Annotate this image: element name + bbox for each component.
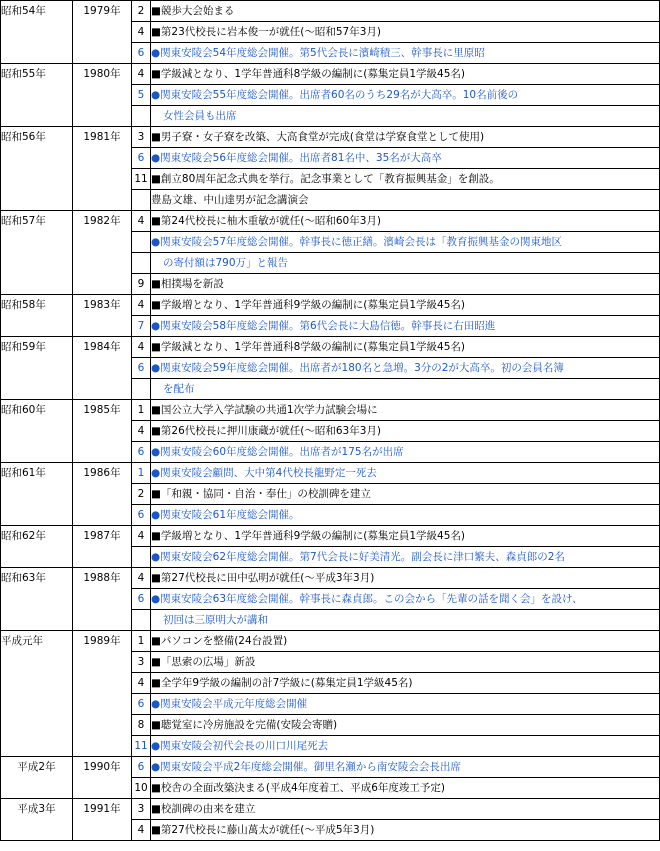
event-cell: ■「和親・協同・自治・奉仕」の校訓碑を建立 bbox=[151, 484, 660, 505]
year-cell bbox=[73, 232, 132, 253]
timeline-row bbox=[1, 337, 660, 358]
month-cell bbox=[132, 379, 151, 400]
era-cell bbox=[1, 673, 73, 694]
month-cell bbox=[132, 232, 151, 253]
year-cell bbox=[73, 694, 132, 715]
era-cell bbox=[1, 652, 73, 673]
event-cell: ●関東安陵会58年度総会開催。第6代会長に大島信徳。幹事長に右田昭進 bbox=[151, 316, 660, 337]
month-cell: 6 bbox=[132, 442, 151, 463]
era-cell bbox=[1, 85, 73, 106]
timeline-row bbox=[1, 1, 660, 22]
era-cell: 昭和63年 bbox=[1, 568, 73, 589]
year-cell: 1991年 bbox=[73, 799, 132, 820]
era-cell: 昭和62年 bbox=[1, 526, 73, 547]
year-cell: 1984年 bbox=[73, 337, 132, 358]
era-cell: 昭和55年 bbox=[1, 64, 73, 85]
timeline-row bbox=[1, 190, 660, 211]
month-cell: 9 bbox=[132, 274, 151, 295]
event-cell: ■相撲場を新設 bbox=[151, 274, 660, 295]
month-cell: 6 bbox=[132, 43, 151, 64]
year-cell bbox=[73, 778, 132, 799]
era-cell bbox=[1, 358, 73, 379]
timeline-body bbox=[1, 1, 660, 841]
timeline-row bbox=[1, 547, 660, 568]
era-cell: 平成2年 bbox=[1, 757, 73, 778]
month-cell bbox=[132, 253, 151, 274]
timeline-row bbox=[1, 127, 660, 148]
year-cell bbox=[73, 22, 132, 43]
year-cell: 1986年 bbox=[73, 463, 132, 484]
year-cell bbox=[73, 505, 132, 526]
year-cell: 1985年 bbox=[73, 400, 132, 421]
year-cell bbox=[73, 253, 132, 274]
timeline-row bbox=[1, 505, 660, 526]
era-cell: 昭和57年 bbox=[1, 211, 73, 232]
timeline-row bbox=[1, 64, 660, 85]
event-cell: ■パソコンを整備(24台設置) bbox=[151, 631, 660, 652]
year-cell: 1987年 bbox=[73, 526, 132, 547]
month-cell: 8 bbox=[132, 715, 151, 736]
year-cell bbox=[73, 148, 132, 169]
timeline-row bbox=[1, 421, 660, 442]
year-cell bbox=[73, 85, 132, 106]
timeline-row bbox=[1, 610, 660, 631]
event-cell: ■校舎の全面改築決まる(平成4年度着工、平成6年度竣工予定) bbox=[151, 778, 660, 799]
month-cell: 6 bbox=[132, 757, 151, 778]
event-cell: ●関東安陵会平成元年度総会開催 bbox=[151, 694, 660, 715]
event-cell: ■「思索の広場」新設 bbox=[151, 652, 660, 673]
year-cell bbox=[73, 547, 132, 568]
timeline-row bbox=[1, 169, 660, 190]
era-cell bbox=[1, 232, 73, 253]
year-cell: 1982年 bbox=[73, 211, 132, 232]
timeline-row bbox=[1, 274, 660, 295]
era-cell: 昭和56年 bbox=[1, 127, 73, 148]
month-cell: 4 bbox=[132, 64, 151, 85]
event-cell: ●関東安陵会55年度総会開催。出席者60名のうち29名が大高卒。10名前後の bbox=[151, 85, 660, 106]
timeline-row bbox=[1, 85, 660, 106]
event-cell: ●関東安陵会59年度総会開催。出席者が180名と急増。3分の2が大高卒。初の会員名簿 bbox=[151, 358, 660, 379]
month-cell: 4 bbox=[132, 337, 151, 358]
era-cell bbox=[1, 820, 73, 841]
event-cell: ■第24代校長に柚木重敏が就任(～昭和60年3月) bbox=[151, 211, 660, 232]
month-cell: 6 bbox=[132, 589, 151, 610]
year-cell bbox=[73, 820, 132, 841]
year-cell bbox=[73, 652, 132, 673]
era-cell bbox=[1, 421, 73, 442]
era-cell bbox=[1, 43, 73, 64]
year-cell bbox=[73, 610, 132, 631]
era-cell bbox=[1, 610, 73, 631]
era-cell bbox=[1, 316, 73, 337]
year-cell: 1988年 bbox=[73, 568, 132, 589]
year-cell bbox=[73, 673, 132, 694]
month-cell: 4 bbox=[132, 22, 151, 43]
timeline-row bbox=[1, 673, 660, 694]
month-cell: 1 bbox=[132, 463, 151, 484]
event-cell: ●関東安陵会62年度総会開催。第7代会長に好美清光。副会長に津口繁夫、森貞郎の2名 bbox=[151, 547, 660, 568]
month-cell bbox=[132, 610, 151, 631]
event-cell: ●関東安陵会顧問、大中第4代校長龍野定一死去 bbox=[151, 463, 660, 484]
year-cell bbox=[73, 169, 132, 190]
month-cell: 4 bbox=[132, 820, 151, 841]
month-cell: 4 bbox=[132, 211, 151, 232]
event-cell: ●関東安陵会54年度総会開催。第5代会長に濱崎積三、幹事長に里原昭 bbox=[151, 43, 660, 64]
era-cell bbox=[1, 169, 73, 190]
year-cell bbox=[73, 484, 132, 505]
timeline-row bbox=[1, 400, 660, 421]
month-cell: 10 bbox=[132, 778, 151, 799]
era-cell bbox=[1, 442, 73, 463]
month-cell: 11 bbox=[132, 169, 151, 190]
year-cell: 1980年 bbox=[73, 64, 132, 85]
year-cell bbox=[73, 274, 132, 295]
month-cell: 5 bbox=[132, 85, 151, 106]
year-cell bbox=[73, 43, 132, 64]
month-cell: 6 bbox=[132, 694, 151, 715]
year-cell bbox=[73, 442, 132, 463]
era-cell bbox=[1, 484, 73, 505]
event-cell: ●関東安陵会61年度総会開催。 bbox=[151, 505, 660, 526]
timeline-row bbox=[1, 379, 660, 400]
event-cell: ■学級減となり、1学年普通科8学級の編制に(募集定員1学級45名) bbox=[151, 64, 660, 85]
era-cell bbox=[1, 379, 73, 400]
event-cell: ■聴覚室に冷房施設を完備(安陵会寄贈) bbox=[151, 715, 660, 736]
timeline-row bbox=[1, 106, 660, 127]
month-cell: 4 bbox=[132, 421, 151, 442]
timeline-row bbox=[1, 589, 660, 610]
year-cell: 1983年 bbox=[73, 295, 132, 316]
month-cell bbox=[132, 547, 151, 568]
month-cell: 3 bbox=[132, 127, 151, 148]
year-cell: 1990年 bbox=[73, 757, 132, 778]
era-cell: 昭和58年 bbox=[1, 295, 73, 316]
month-cell: 3 bbox=[132, 652, 151, 673]
timeline-row bbox=[1, 631, 660, 652]
timeline-row bbox=[1, 43, 660, 64]
event-cell: ■第27代校長に藤山萬太が就任(～平成5年3月) bbox=[151, 820, 660, 841]
era-cell bbox=[1, 694, 73, 715]
event-cell: ■第26代校長に押川康蔵が就任(～昭和63年3月) bbox=[151, 421, 660, 442]
month-cell: 6 bbox=[132, 505, 151, 526]
era-cell bbox=[1, 274, 73, 295]
month-cell bbox=[132, 190, 151, 211]
event-cell: 女性会員も出席 bbox=[151, 106, 660, 127]
timeline-row bbox=[1, 736, 660, 757]
month-cell: 1 bbox=[132, 400, 151, 421]
timeline-row bbox=[1, 820, 660, 841]
event-cell: ■第27代校長に田中弘明が就任(～平成3年3月) bbox=[151, 568, 660, 589]
timeline-row bbox=[1, 526, 660, 547]
timeline-row bbox=[1, 316, 660, 337]
event-cell: ●関東安陵会平成2年度総会開催。御里名瀬から南安陵会会長出席 bbox=[151, 757, 660, 778]
event-cell: ■学級減となり、1学年普通科8学級の編制に(募集定員1学級45名) bbox=[151, 337, 660, 358]
era-cell: 平成3年 bbox=[1, 799, 73, 820]
timeline-row bbox=[1, 295, 660, 316]
month-cell: 3 bbox=[132, 799, 151, 820]
timeline-row bbox=[1, 715, 660, 736]
event-cell: の寄付額は790万」と報告 bbox=[151, 253, 660, 274]
month-cell: 6 bbox=[132, 358, 151, 379]
timeline-row bbox=[1, 568, 660, 589]
month-cell: 7 bbox=[132, 316, 151, 337]
era-cell bbox=[1, 736, 73, 757]
event-cell: を配布 bbox=[151, 379, 660, 400]
event-cell: ■男子寮・女子寮を改築、大高食堂が完成(食堂は学寮食堂として使用) bbox=[151, 127, 660, 148]
event-cell: ●関東安陵会63年度総会開催。幹事長に森貞郎。この会から「先輩の話を聞く会」を設け、 bbox=[151, 589, 660, 610]
month-cell: 4 bbox=[132, 295, 151, 316]
era-cell bbox=[1, 547, 73, 568]
event-cell: ■第23代校長に岩本俊一が就任(～昭和57年3月) bbox=[151, 22, 660, 43]
month-cell: 11 bbox=[132, 736, 151, 757]
timeline-row bbox=[1, 358, 660, 379]
month-cell: 4 bbox=[132, 673, 151, 694]
year-cell: 1981年 bbox=[73, 127, 132, 148]
event-cell: ■校訓碑の由来を建立 bbox=[151, 799, 660, 820]
event-cell: ■競歩大会始まる bbox=[151, 1, 660, 22]
year-cell bbox=[73, 379, 132, 400]
era-cell bbox=[1, 589, 73, 610]
month-cell: 4 bbox=[132, 526, 151, 547]
year-cell: 1989年 bbox=[73, 631, 132, 652]
timeline-row bbox=[1, 211, 660, 232]
year-cell bbox=[73, 589, 132, 610]
timeline-row bbox=[1, 799, 660, 820]
timeline-row bbox=[1, 463, 660, 484]
era-cell: 平成元年 bbox=[1, 631, 73, 652]
timeline-row bbox=[1, 232, 660, 253]
era-cell: 昭和54年 bbox=[1, 1, 73, 22]
month-cell: 4 bbox=[132, 568, 151, 589]
era-cell: 昭和61年 bbox=[1, 463, 73, 484]
timeline-row bbox=[1, 652, 660, 673]
event-cell: ●関東安陵会初代会長の川口川尾死去 bbox=[151, 736, 660, 757]
timeline-row bbox=[1, 484, 660, 505]
year-cell bbox=[73, 421, 132, 442]
era-cell bbox=[1, 505, 73, 526]
event-cell: ■創立80周年記念式典を挙行。記念事業として「教育振興基金」を創設。 bbox=[151, 169, 660, 190]
era-cell: 昭和60年 bbox=[1, 400, 73, 421]
era-cell bbox=[1, 148, 73, 169]
timeline-row bbox=[1, 253, 660, 274]
event-cell: ●関東安陵会60年度総会開催。出席者が175名が出席 bbox=[151, 442, 660, 463]
month-cell: 2 bbox=[132, 484, 151, 505]
year-cell bbox=[73, 316, 132, 337]
era-cell bbox=[1, 22, 73, 43]
year-cell bbox=[73, 358, 132, 379]
year-cell: 1979年 bbox=[73, 1, 132, 22]
era-cell bbox=[1, 778, 73, 799]
timeline-row bbox=[1, 778, 660, 799]
era-cell bbox=[1, 106, 73, 127]
timeline-row bbox=[1, 442, 660, 463]
month-cell: 6 bbox=[132, 148, 151, 169]
event-cell: 初回は三原明大が講和 bbox=[151, 610, 660, 631]
event-cell: ■全学年9学級の編制の計7学級に(募集定員1学級45名) bbox=[151, 673, 660, 694]
month-cell: 1 bbox=[132, 631, 151, 652]
timeline-row bbox=[1, 148, 660, 169]
era-cell: 昭和59年 bbox=[1, 337, 73, 358]
event-cell: ●関東安陵会57年度総会開催。幹事長に徳正繕。濱崎会長は「教育振興基金の関東地区 bbox=[151, 232, 660, 253]
month-cell: 2 bbox=[132, 1, 151, 22]
event-cell: ■学級増となり、1学年普通科9学級の編制に(募集定員1学級45名) bbox=[151, 295, 660, 316]
era-cell bbox=[1, 190, 73, 211]
event-cell: ■国公立大学入学試験の共通1次学力試験会場に bbox=[151, 400, 660, 421]
event-cell: ■学級増となり、1学年普通科9学級の編制に(募集定員1学級45名) bbox=[151, 526, 660, 547]
event-cell: 豊島文雄、中山達男が記念講演会 bbox=[151, 190, 660, 211]
era-cell bbox=[1, 253, 73, 274]
year-cell bbox=[73, 106, 132, 127]
timeline-row bbox=[1, 694, 660, 715]
month-cell bbox=[132, 106, 151, 127]
year-cell bbox=[73, 736, 132, 757]
timeline-row bbox=[1, 757, 660, 778]
event-cell: ●関東安陵会56年度総会開催。出席者81名中、35名が大高卒 bbox=[151, 148, 660, 169]
year-cell bbox=[73, 715, 132, 736]
era-cell bbox=[1, 715, 73, 736]
year-cell bbox=[73, 190, 132, 211]
timeline-row bbox=[1, 22, 660, 43]
